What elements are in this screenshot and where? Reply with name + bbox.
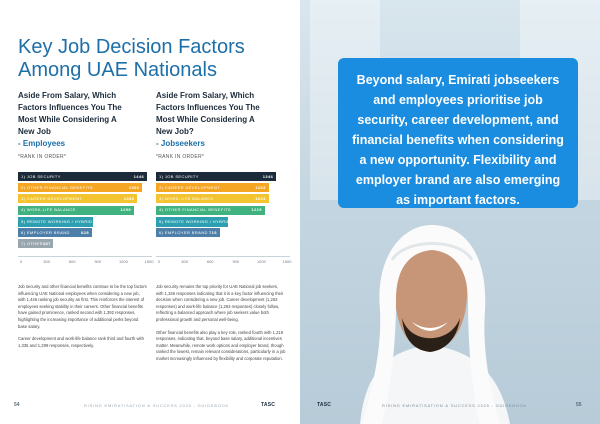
employees-heading-line: Most While Considering A: [18, 115, 117, 124]
jobseekers-heading: [156, 90, 286, 161]
employees-heading-line: Factors Influences You The: [18, 103, 122, 112]
bar-value-label: 387: [42, 240, 51, 246]
bar-value-label: 1299: [120, 207, 132, 213]
x-tick-label: 300: [181, 259, 188, 264]
jobseekers-subheading: - Jobseekers: [156, 139, 205, 148]
x-tick-label: 600: [68, 259, 76, 264]
chart-bar: [156, 172, 276, 181]
x-tick-label: 600: [206, 259, 214, 264]
page-number: 55: [576, 402, 582, 408]
chart-bar: [156, 194, 269, 203]
x-axis-line: [156, 256, 290, 257]
footer-text: RISING EMIRATISATION & SUCCESS 2025 - GUIDEBOOK: [84, 403, 230, 408]
x-tick-label: 1500: [282, 259, 292, 264]
x-tick-label: 1500: [144, 259, 154, 264]
right-page: [300, 0, 600, 424]
bar-value-label: 1392: [128, 184, 140, 190]
x-tick-label: 1200: [118, 259, 128, 264]
employees-heading: [18, 90, 148, 161]
x-tick-label: 0: [19, 259, 23, 264]
chart-bar: [18, 172, 147, 181]
x-tick-label: 300: [43, 259, 50, 264]
title-line-1: Key Job Decision Factors: [18, 36, 245, 58]
chart-bar: [18, 228, 92, 237]
bar-value-label: 811: [268, 218, 276, 224]
employees-subheading: - Employees: [18, 139, 66, 148]
title-line-2: Among UAE Nationals: [18, 59, 217, 81]
employees-rank-note: *RANK IN ORDER*: [18, 154, 67, 160]
bar-category-label: 5) REMOTE WORKING / HYBRID WORK OPTIONS: [21, 218, 131, 224]
employees-paragraph: [18, 284, 148, 355]
chart-bar: [18, 194, 137, 203]
employees-heading-line: Aside From Salary, Which: [18, 91, 117, 100]
bar-category-label: 5) REMOTE WORKING / HYBRID WORK OPTIONS: [159, 218, 269, 224]
bar-category-label: 7) OTHER: [21, 240, 43, 246]
bar-value-label: 1263: [255, 195, 266, 201]
bar-value-label: 1346: [262, 173, 274, 179]
jobseekers-heading-line: New Job?: [156, 127, 194, 136]
page-title: [18, 36, 288, 82]
bar-value-label: 1446: [133, 173, 145, 179]
footer-text: RISING EMIRATISATION & SUCCESS 2025 - GUIDEBOOK: [382, 403, 528, 408]
bar-category-label: 3) CAREER DEVELOPMENT: [21, 195, 83, 201]
bar-category-label: 1) JOB SECURITY: [159, 173, 199, 179]
employees-heading-line: New Job: [18, 127, 51, 136]
jobseekers-paragraph: [156, 284, 286, 369]
bar-category-label: 1) JOB SECURITY: [21, 173, 61, 179]
bar-value-label: 841: [130, 218, 139, 224]
bar-category-label: 2) OTHER FINANCIAL BENEFITS: [21, 184, 93, 190]
paragraph-text: Career development and work-life balance rank third and fourth with 1,335 and 1,299 responses, respectively.: [18, 336, 144, 348]
bar-category-label: 4) WORK-LIFE BALANCE: [21, 207, 76, 213]
page-number: 54: [14, 402, 20, 408]
jobseekers-heading-line: Most While Considering A: [156, 115, 255, 124]
bar-value-label: 828: [81, 229, 89, 235]
x-tick-label: 1200: [256, 259, 266, 264]
bar-category-label: 4) OTHER FINANCIAL BENEFITS: [159, 207, 231, 213]
brand-logo: TASC: [317, 402, 332, 408]
bar-category-label: 2) CAREER DEVELOPMENT: [159, 184, 221, 190]
jobseekers-heading-line: Aside From Salary, Which: [156, 91, 255, 100]
chart-bar: [18, 183, 142, 192]
jobseekers-rank-note: *RANK IN ORDER*: [156, 154, 205, 160]
x-tick-label: 900: [232, 259, 240, 264]
bar-value-label: 715: [208, 229, 217, 235]
bar-category-label: 6) EMPLOYER BRAND: [159, 229, 208, 235]
paragraph-text: Job security and other financial benefits continue to be the top factors influencing UAE National employees when considering a new job, with 1,446 ranking job security as first. This reinforces the interest of employees seeking stability in their careers. Other financial benefits have gained prominence, ranked second with 1,392 responses, highlighting the increasing importance of additional perks beyond base salary.: [18, 284, 147, 329]
x-axis-line: [18, 256, 152, 257]
employees-bar-chart: [18, 172, 152, 264]
chart-bar: [156, 217, 276, 227]
chart-bar: [156, 206, 265, 215]
chart-bar: [18, 239, 53, 248]
bar-category-label: 3) WORK-LIFE BALANCE: [159, 195, 214, 201]
quote-callout: Beyond salary, Emirati jobseekers and employees prioritise job security, career development, and financial benefits when considering a new opportunity. Flexibility and employer brand are also emerging as important factors.: [338, 58, 578, 208]
paragraph-text: Other financial benefits also play a key role, ranked fourth with 1,219 responses, indicating that, beyond base salary, additional incentives matter. Meanwhile, remote work options and employer brand, though ranked the lowest, remain relevant considerations, particularly in a job market increasingly influenced by flexibility and corporate reputation.: [156, 329, 286, 361]
jobseekers-heading-line: Factors Influences You The: [156, 103, 260, 112]
bar-value-label: 1335: [123, 195, 135, 201]
bar-value-label: 1219: [251, 207, 262, 213]
bar-value-label: 1263: [255, 184, 266, 190]
x-tick-label: 900: [94, 259, 102, 264]
chart-bar: [18, 217, 139, 227]
emirati-man-photo: [340, 200, 520, 424]
brand-logo: TASC: [261, 402, 276, 408]
paragraph-text: Job security remains the top priority for UAE National job seekers, with 1,346 responses indicating that it is a key factor influencing their decision when considering a new job. Career development (1,263 responses) and work-life balance (1,263 responses) closely follow, reflecting a balanced approach where job seekers value both professional growth and personal well-being.: [156, 284, 284, 322]
chart-bar: [156, 228, 220, 237]
bar-category-label: 6) EMPLOYER BRAND: [21, 229, 70, 235]
x-tick-label: 0: [157, 259, 161, 264]
chart-bar: [18, 206, 134, 215]
jobseekers-bar-chart: [156, 172, 290, 264]
chart-bar: [156, 183, 269, 192]
